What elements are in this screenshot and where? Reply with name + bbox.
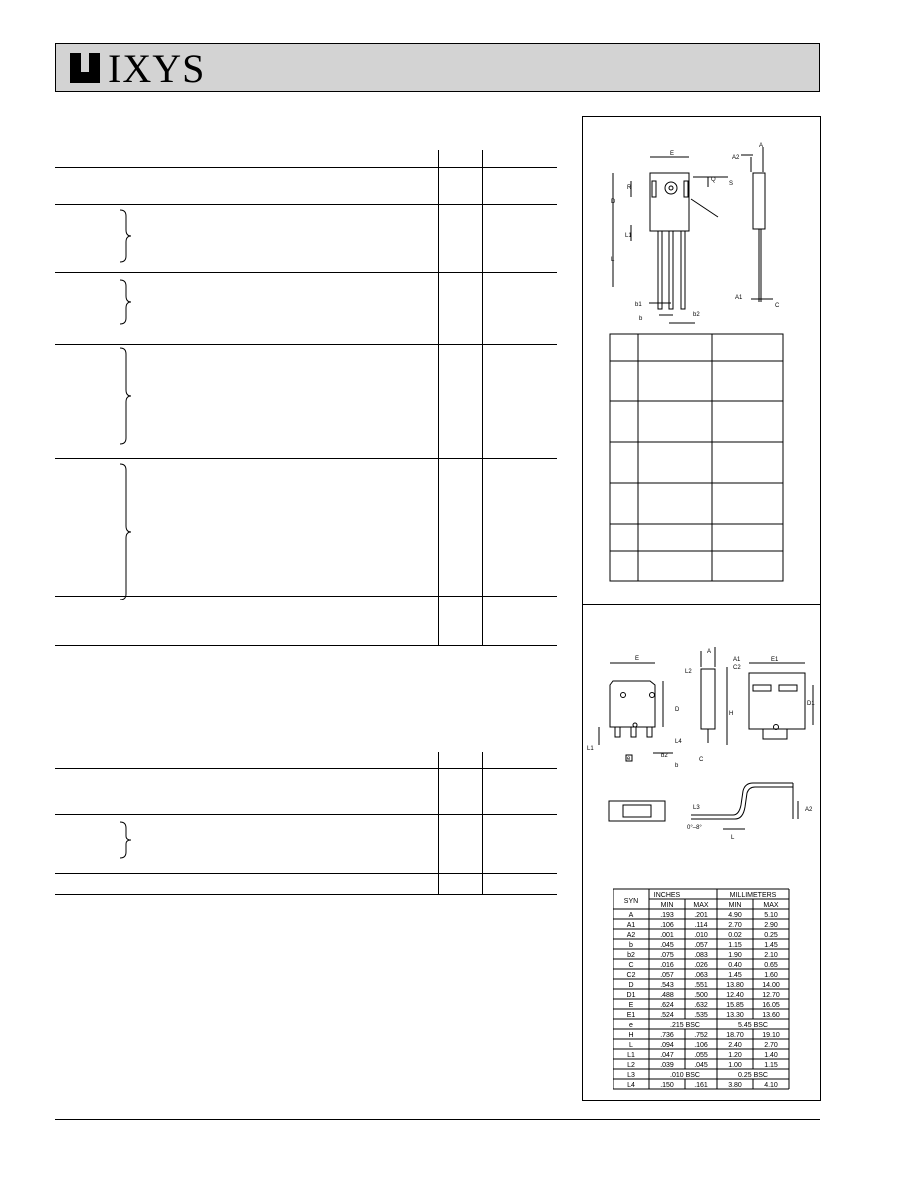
dim-row-symbol: A — [628, 912, 634, 919]
dim-row-mm-min: 18.70 — [726, 1032, 744, 1039]
dim-row-mm-max: 1.60 — [764, 972, 778, 979]
dim-row-symbol: L4 — [627, 1082, 635, 1089]
dim-row-mm-min: 1.15 — [728, 942, 742, 949]
d3-label-A: A — [707, 649, 712, 655]
dim-row-inch-max: .500 — [694, 992, 708, 999]
dim-row-symbol: C — [628, 962, 634, 969]
dim-row-inch-max: .010 — [694, 932, 708, 939]
dim-row-symbol: L2 — [627, 1062, 635, 1069]
dim-row-inch-max: .083 — [694, 952, 708, 959]
dim-label-E: E — [670, 151, 675, 157]
to247-outline-panel — [582, 116, 821, 605]
dim-label-A1: A1 — [735, 295, 743, 301]
dim-row-mm-min: 3.80 — [728, 1082, 742, 1089]
dim-row-inch-max: .055 — [694, 1052, 708, 1059]
dim-row-inch-max: .026 — [694, 962, 708, 969]
dim-row-symbol: A2 — [626, 932, 636, 939]
dim-row-inches-bsc: .010 BSC — [670, 1072, 700, 1079]
d3-label-L2: L2 — [685, 669, 692, 675]
inches-min-header: MIN — [660, 902, 674, 909]
dim-row-mm-min: 13.30 — [726, 1012, 744, 1019]
dim-row-symbol: D1 — [626, 992, 636, 999]
dim-row-mm-max: 1.45 — [764, 942, 778, 949]
dim-label-b: b — [639, 316, 643, 322]
dim-row-mm-min: 1.20 — [728, 1052, 742, 1059]
dim-row-symbol: e — [629, 1022, 633, 1029]
dim-row-inch-min: .106 — [660, 922, 674, 929]
d3-label-b2: b2 — [661, 753, 668, 759]
dim-row-mm-max: 5.10 — [764, 912, 778, 919]
dim-row-inch-min: .045 — [660, 942, 674, 949]
dim-row-inch-min: .736 — [660, 1032, 674, 1039]
ixys-logo-icon — [70, 53, 100, 83]
dim-label-R: R — [627, 185, 632, 191]
dim-label-b1: b1 — [635, 302, 642, 308]
d3-label-e: e — [627, 756, 631, 762]
dim-row-symbol: A1 — [626, 922, 636, 929]
dim-row-mm-max: 2.70 — [764, 1042, 778, 1049]
grouping-braces — [110, 200, 140, 600]
d3-label-theta: 0°–8° — [687, 825, 702, 831]
millimeters-header: MILLIMETERS — [729, 892, 777, 899]
dim-label-S: S — [729, 181, 734, 187]
dim-row-inch-max: .161 — [694, 1082, 708, 1089]
dim-row-mm-max: 4.10 — [764, 1082, 778, 1089]
to247-dimension-grid — [610, 334, 783, 581]
d3-label-L: L — [731, 835, 735, 841]
d3-label-H: H — [729, 711, 734, 717]
dim-row-mm-max: 2.90 — [764, 922, 778, 929]
dim-row-inch-min: .001 — [660, 932, 674, 939]
dim-row-symbol: E — [628, 1002, 634, 1009]
syn-header: SYN — [623, 898, 639, 905]
dim-row-mm-min: 1.00 — [728, 1062, 742, 1069]
dim-row-mm-max: 1.15 — [764, 1062, 778, 1069]
d3-label-D1: D1 — [807, 701, 815, 707]
dim-row-symbol: C2 — [626, 972, 636, 979]
inches-header: INCHES — [653, 892, 681, 899]
dim-row-inch-min: .039 — [660, 1062, 674, 1069]
dim-row-mm-min: 12.40 — [726, 992, 744, 999]
dim-row-inch-min: .047 — [660, 1052, 674, 1059]
dim-row-inch-max: .114 — [694, 922, 708, 929]
d3-label-A2: A2 — [805, 807, 813, 813]
dim-row-mm-max: 2.10 — [764, 952, 778, 959]
dim-row-symbol: D — [628, 982, 634, 989]
dim-label-Q: Q — [711, 177, 716, 183]
dim-label-A: A — [759, 143, 764, 149]
brand-name: IXYS — [108, 46, 206, 91]
dim-row-inch-max: .045 — [694, 1062, 708, 1069]
dim-row-mm-min: 0.40 — [728, 962, 742, 969]
dim-row-inch-min: .524 — [660, 1012, 674, 1019]
dim-row-mm-max: 13.60 — [762, 1012, 780, 1019]
dim-row-inches-bsc: .215 BSC — [670, 1022, 700, 1029]
dim-row-mm-min: 15.85 — [726, 1002, 744, 1009]
d3-label-E: E — [635, 656, 640, 662]
dim-row-inch-min: .543 — [660, 982, 674, 989]
d3-label-C2: C2 — [733, 665, 741, 671]
dim-row-mm-max: 0.65 — [764, 962, 778, 969]
dim-row-inch-min: .193 — [660, 912, 674, 919]
dim-row-mm-min: 4.90 — [728, 912, 742, 919]
header-bar — [55, 43, 820, 92]
dim-row-inch-max: .201 — [694, 912, 708, 919]
dim-label-L: L — [611, 257, 615, 263]
dim-row-inch-max: .057 — [694, 942, 708, 949]
d3-label-C: C — [699, 757, 704, 763]
dim-label-D: D — [611, 199, 616, 205]
dim-row-mm-min: 1.90 — [728, 952, 742, 959]
dim-row-mm-max: 14.00 — [762, 982, 780, 989]
dim-row-inch-min: .150 — [660, 1082, 674, 1089]
dim-label-A2: A2 — [732, 155, 740, 161]
dim-row-inch-max: .106 — [694, 1042, 708, 1049]
dim-row-mm-max: 1.40 — [764, 1052, 778, 1059]
dim-label-C: C — [775, 303, 780, 309]
d3-label-L4: L4 — [675, 739, 682, 745]
mm-max-header: MAX — [763, 902, 779, 909]
d3-label-A1: A1 — [733, 657, 741, 663]
grouping-brace — [110, 818, 140, 863]
d3-label-L3: L3 — [693, 805, 700, 811]
dim-row-mm-max: 19.10 — [762, 1032, 780, 1039]
dim-row-symbol: H — [628, 1032, 634, 1039]
dim-row-symbol: L — [629, 1042, 633, 1049]
inches-max-header: MAX — [693, 902, 709, 909]
dim-row-inch-max: .632 — [694, 1002, 708, 1009]
dim-row-mm-max: 0.25 — [764, 932, 778, 939]
d3-label-E1: E1 — [771, 657, 779, 663]
dim-row-inch-max: .551 — [694, 982, 708, 989]
dim-row-mm-min: 2.40 — [728, 1042, 742, 1049]
d3-label-L1: L1 — [587, 746, 594, 752]
dim-row-inch-min: .488 — [660, 992, 674, 999]
dim-row-mm-min: 1.45 — [728, 972, 742, 979]
dim-row-mm-bsc: 5.45 BSC — [738, 1022, 768, 1029]
dim-row-symbol: b2 — [627, 952, 635, 959]
to247-drawing — [583, 117, 820, 604]
dim-row-inch-max: .535 — [694, 1012, 708, 1019]
dim-row-inch-min: .624 — [660, 1002, 674, 1009]
dim-row-symbol: L1 — [627, 1052, 635, 1059]
dim-row-inch-min: .094 — [660, 1042, 674, 1049]
dim-row-mm-min: 0.02 — [728, 932, 742, 939]
dim-row-symbol: b — [629, 942, 633, 949]
dim-row-inch-min: .057 — [660, 972, 674, 979]
dim-row-inch-min: .075 — [660, 952, 674, 959]
dim-row-mm-min: 2.70 — [728, 922, 742, 929]
dim-row-mm-max: 12.70 — [762, 992, 780, 999]
dim-label-L1: L1 — [625, 233, 632, 239]
dim-label-b2: b2 — [693, 312, 700, 318]
dim-row-mm-max: 16.05 — [762, 1002, 780, 1009]
dim-row-inch-max: .752 — [694, 1032, 708, 1039]
d3pak-drawing — [583, 605, 820, 875]
d3-label-b: b — [675, 763, 679, 769]
footer-rule — [55, 1119, 820, 1120]
dim-row-inch-max: .063 — [694, 972, 708, 979]
dim-row-mm-bsc: 0.25 BSC — [738, 1072, 768, 1079]
dim-row-symbol: E1 — [626, 1012, 636, 1019]
dim-row-mm-min: 13.80 — [726, 982, 744, 989]
dim-row-symbol: L3 — [627, 1072, 635, 1079]
dimension-table — [613, 888, 793, 1094]
d3pak-outline-panel — [582, 604, 821, 1101]
d3-label-D: D — [675, 707, 680, 713]
dim-row-inch-min: .016 — [660, 962, 674, 969]
mm-min-header: MIN — [728, 902, 742, 909]
